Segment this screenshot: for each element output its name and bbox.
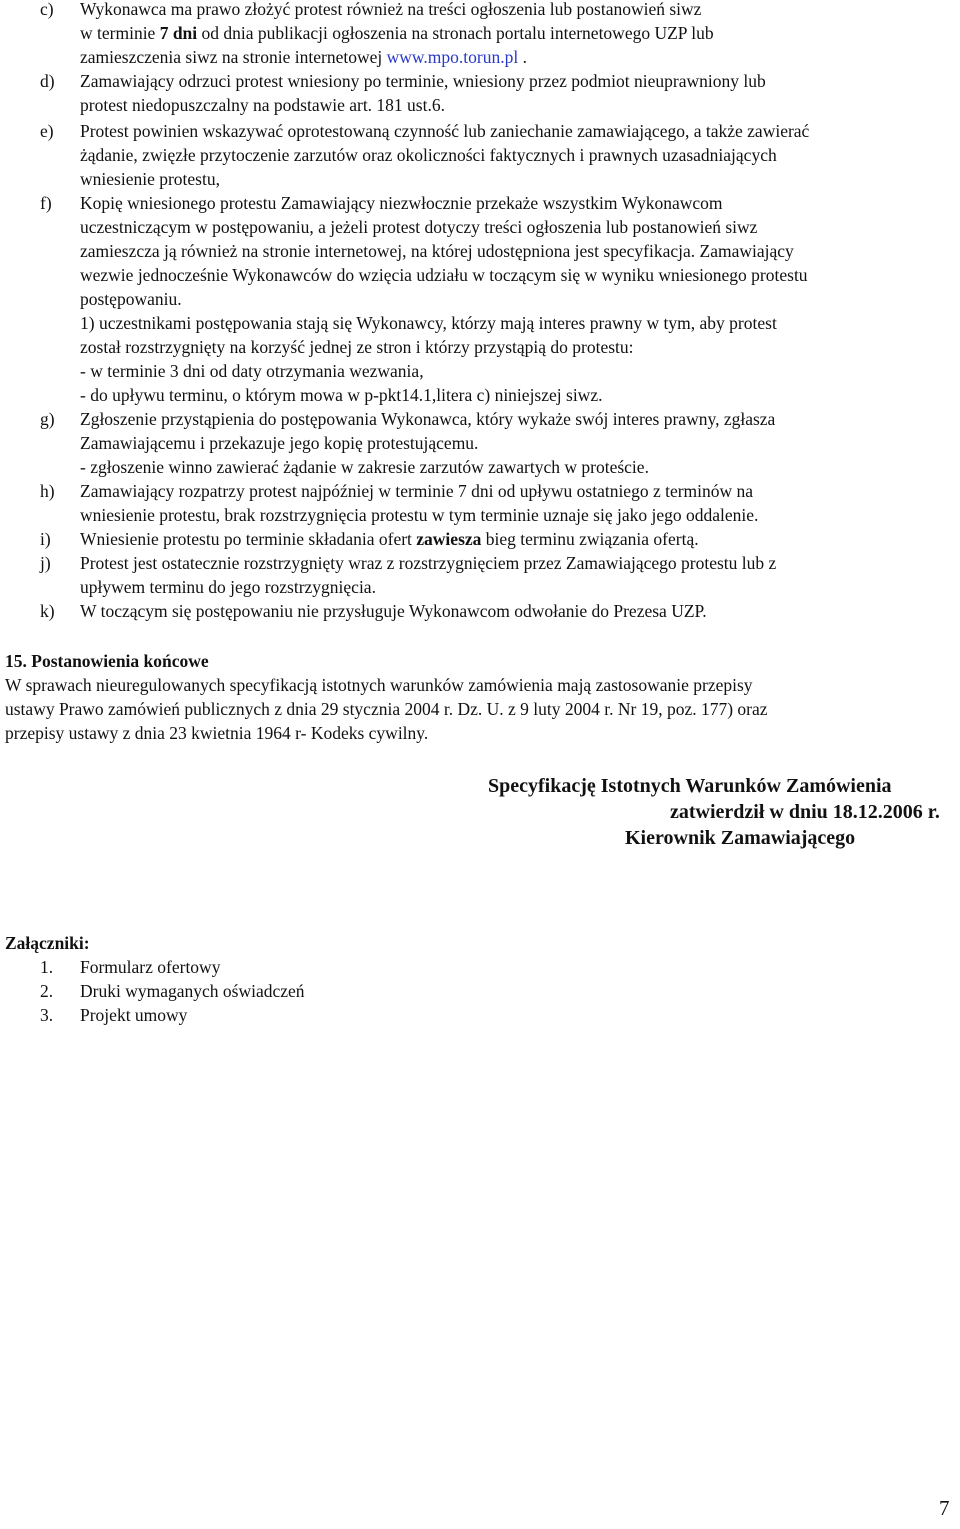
item-f-line-7: został rozstrzygnięty na korzyść jednej ze stron i którzy przystąpią do protestu: (80, 337, 634, 357)
item-f-line-8: - w terminie 3 dni od daty otrzymania wezwania, (80, 361, 424, 381)
item-c-line-2: w terminie 7 dni od dnia publikacji ogłoszenia na stronach portalu internetowego UZP lub (80, 23, 714, 43)
item-k-line-1: W toczącym się postępowaniu nie przysługuje Wykonawcom odwołanie do Prezesa UZP. (80, 601, 707, 621)
deadline-emphasis: 7 dni (159, 23, 198, 43)
item-d-line-2: protest niedopuszczalny na podstawie art. 181 ust.6. (80, 95, 445, 115)
attachment-number-1: 1. (40, 957, 54, 977)
item-j-line-2: upływem terminu do jego rozstrzygnięcia. (80, 577, 376, 597)
item-marker-k: k) (40, 601, 55, 621)
item-e-line-1: Protest powinien wskazywać oprotestowaną czynność lub zaniechanie zamawiającego, a także zawierać (80, 121, 810, 141)
item-marker-e: e) (40, 121, 54, 141)
section-15-line-3: przepisy ustawy z dnia 23 kwietnia 1964 r- Kodeks cywilny. (5, 723, 429, 743)
item-f-line-3: zamieszcza ją również na stronie internetowej, na której udostępniona jest specyfikacja. Zamawiający (80, 241, 794, 261)
attachment-item-2: Druki wymaganych oświadczeń (80, 981, 305, 1001)
item-f-line-5: postępowaniu. (80, 289, 182, 309)
item-f-line-6: 1) uczestnikami postępowania stają się Wykonawcy, którzy mają interes prawny w tym, aby protest (80, 313, 777, 333)
attachments-heading: Załączniki: (5, 933, 90, 953)
item-g-line-2: Zamawiającemu i przekazuje jego kopię protestującemu. (80, 433, 479, 453)
signature-line-3: Kierownik Zamawiającego (625, 827, 856, 849)
item-h-line-2: wniesienie protestu, brak rozstrzygnięcia protestu w tym terminie uznaje się jako jego oddalenie. (80, 505, 759, 525)
item-f-line-9: - do upływu terminu, o którym mowa w p-pkt14.1,litera c) niniejszej siwz. (80, 385, 603, 405)
item-i-line-1: Wniesienie protestu po terminie składania ofert zawiesza bieg terminu związania ofertą. (80, 529, 699, 549)
item-f-line-4: wezwie jednocześnie Wykonawców do wzięcia udziału w toczącym się w wyniku wniesionego protestu (80, 265, 808, 285)
section-15-heading: 15. Postanowienia końcowe (5, 651, 209, 671)
item-j-line-1: Protest jest ostatecznie rozstrzygnięty wraz z rozstrzygnięciem przez Zamawiającego protestu lub z (80, 553, 777, 573)
section-15-line-2: ustawy Prawo zamówień publicznych z dnia 29 stycznia 2004 r. Dz. U. z 9 luty 2004 r. Nr 19, poz. 177) oraz (5, 699, 768, 719)
item-g-line-3: - zgłoszenie winno zawierać żądanie w zakresie zarzutów zawartych w proteście. (80, 457, 649, 477)
signature-line-2: zatwierdził w dniu 18.12.2006 r. (670, 801, 940, 823)
website-link[interactable]: www.mpo.torun.pl (386, 47, 519, 67)
item-marker-j: j) (40, 553, 51, 573)
item-e-line-3: wniesienie protestu, (80, 169, 220, 189)
item-f-line-2: uczestniczącym w postępowaniu, a jeżeli protest dotyczy treści ogłoszenia lub postanowień siwz (80, 217, 758, 237)
item-h-line-1: Zamawiający rozpatrzy protest najpóźniej w terminie 7 dni od upływu ostatniego z terminów na (80, 481, 754, 501)
item-f-line-1: Kopię wniesionego protestu Zamawiający niezwłocznie przekaże wszystkim Wykonawcom (80, 193, 723, 213)
signature-line-1: Specyfikację Istotnych Warunków Zamówienia (488, 775, 892, 797)
item-marker-g: g) (40, 409, 55, 429)
item-e-line-2: żądanie, zwięzłe przytoczenie zarzutów oraz okoliczności faktycznych i prawnych uzasadniających (80, 145, 777, 165)
item-g-line-1: Zgłoszenie przystąpienia do postępowania Wykonawca, który wykaże swój interes prawny, zgłasza (80, 409, 776, 429)
attachment-item-3: Projekt umowy (80, 1005, 188, 1025)
item-marker-d: d) (40, 71, 55, 91)
attachment-number-2: 2. (40, 981, 54, 1001)
item-d-line-1: Zamawiający odrzuci protest wniesiony po terminie, wniesiony przez podmiot nieuprawniony lub (80, 71, 766, 91)
attachment-number-3: 3. (40, 1005, 54, 1025)
item-marker-h: h) (40, 481, 55, 501)
page-number: 7 (939, 1496, 950, 1520)
suspends-emphasis: zawiesza (416, 529, 482, 549)
item-c-line-3: zamieszczenia siwz na stronie internetowej www.mpo.torun.pl . (80, 47, 527, 67)
item-c-line-1: Wykonawca ma prawo złożyć protest również na treści ogłoszenia lub postanowień siwz (80, 0, 702, 19)
item-marker-i: i) (40, 529, 51, 549)
item-marker-c: c) (40, 0, 54, 19)
section-15-line-1: W sprawach nieuregulowanych specyfikacją istotnych warunków zamówienia mają zastosowanie przepisy (5, 675, 753, 695)
attachment-item-1: Formularz ofertowy (80, 957, 221, 977)
item-marker-f: f) (40, 193, 52, 213)
